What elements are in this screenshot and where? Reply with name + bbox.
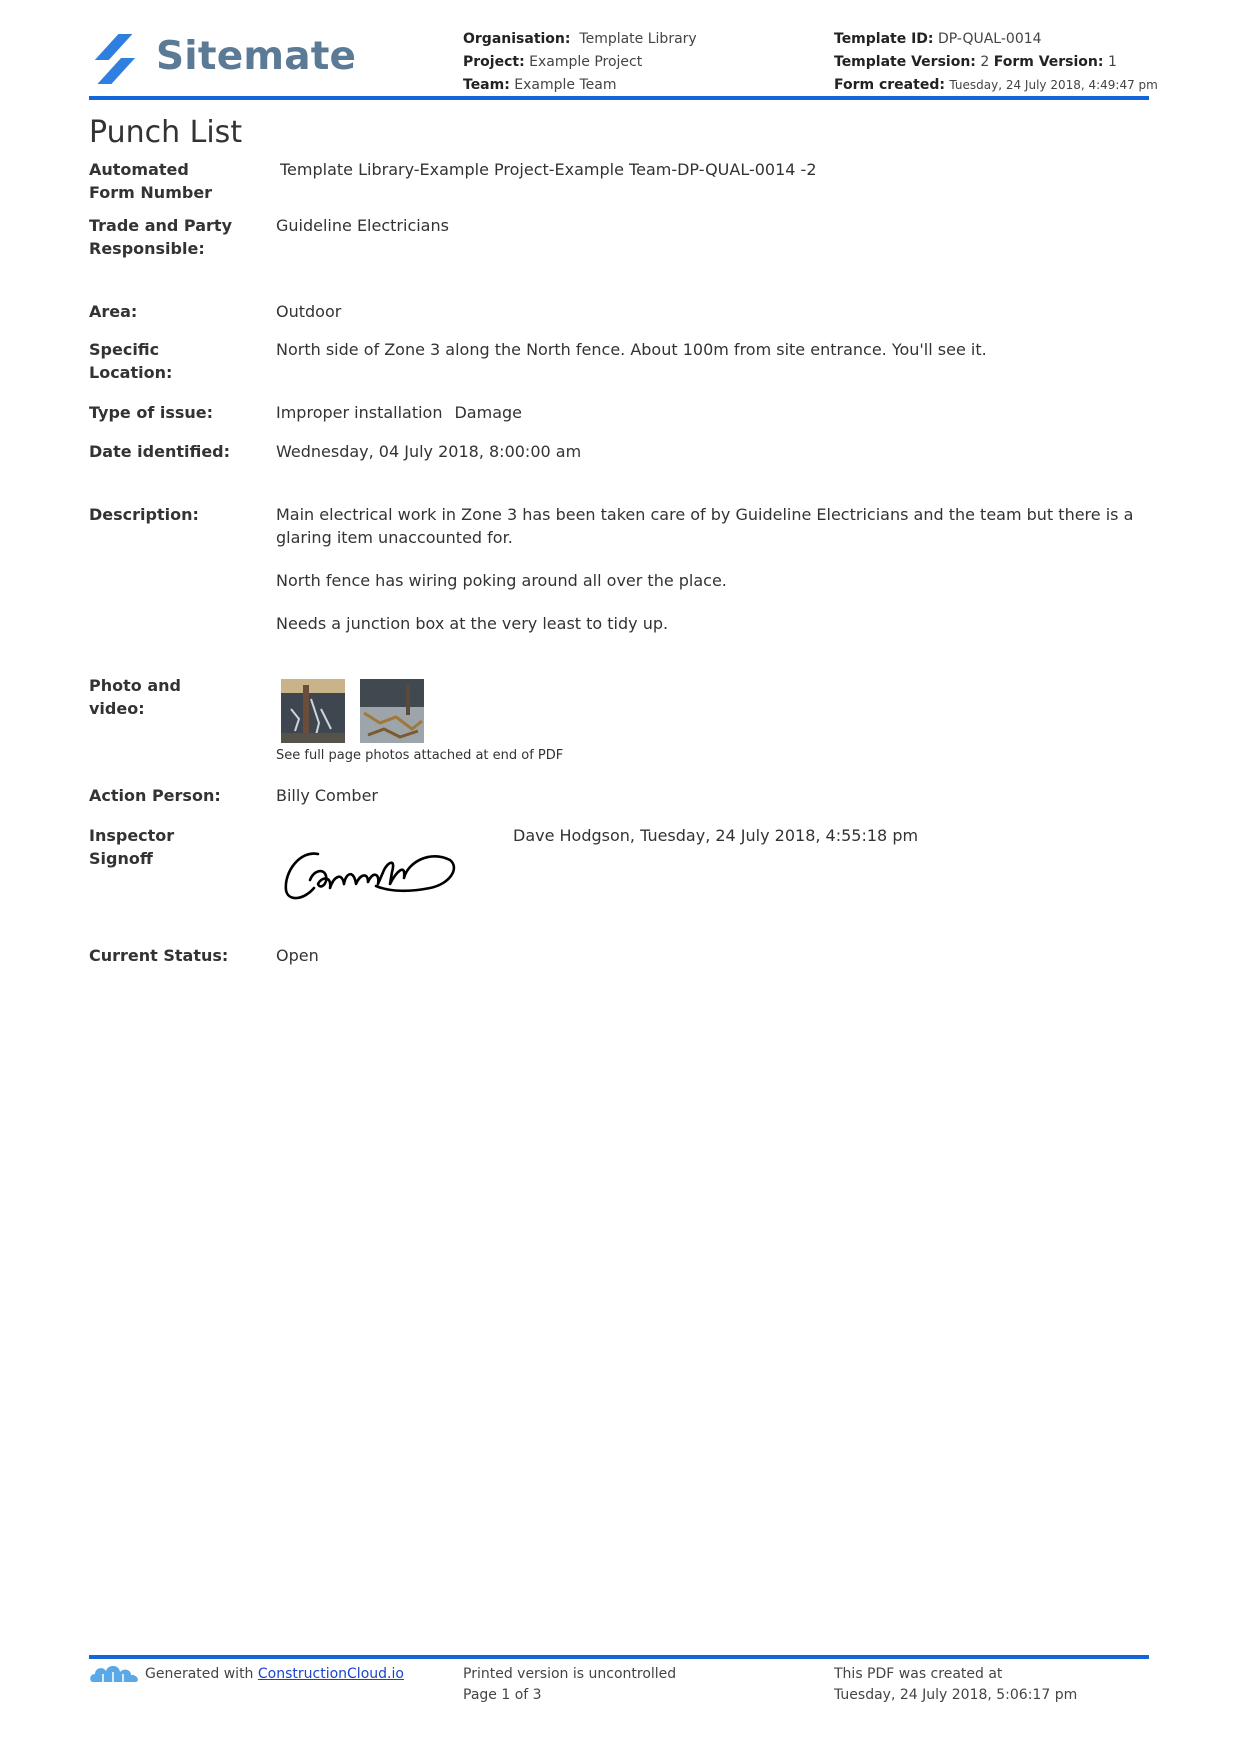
page-number: Page 1 of 3: [463, 1687, 542, 1703]
footer-divider: [89, 1655, 1149, 1659]
issue-type-tag: Improper installation: [276, 403, 443, 422]
team-label: Team:: [463, 77, 510, 93]
footer-generated-text: Generated with: [145, 1666, 254, 1682]
trade-value: Guideline Electricians: [276, 216, 449, 235]
photo-thumbnail[interactable]: [281, 679, 345, 743]
footer-generated: [145, 1664, 404, 1685]
area-label: Area:: [89, 302, 138, 321]
form-version-label: Form Version:: [993, 54, 1104, 70]
issue-type-tag: Damage: [454, 403, 522, 422]
pdf-created-label: This PDF was created at: [834, 1666, 1003, 1682]
form-version-value: 1: [1107, 54, 1117, 70]
description-paragraph: North fence has wiring poking around all over the place.: [276, 571, 727, 590]
organisation-label: Organisation:: [463, 31, 571, 47]
location-value: North side of Zone 3 along the North fence. About 100m from site entrance. You'll see it.: [276, 340, 987, 359]
current-status-label: Current Status:: [89, 946, 229, 965]
photo-thumbnail[interactable]: [360, 679, 424, 743]
action-person-label: Action Person:: [89, 786, 221, 805]
cloud-icon: [89, 1662, 141, 1684]
description-value: [276, 503, 1136, 655]
footer-pdf-created: [834, 1664, 1077, 1706]
pdf-created-value: Tuesday, 24 July 2018, 5:06:17 pm: [834, 1687, 1078, 1703]
signature-image: [280, 832, 460, 908]
form-created-label: Form created:: [834, 77, 945, 93]
brand-name: Sitemate: [156, 34, 357, 79]
description-paragraph: Main electrical work in Zone 3 has been taken care of by Guideline Electricians and the team but there is a glaring item unaccounted for.: [276, 505, 1134, 547]
area-value: Outdoor: [276, 302, 342, 321]
date-identified-label: Date identified:: [89, 442, 231, 461]
template-version-value: 2: [980, 54, 990, 70]
template-id-value: DP-QUAL-0014: [937, 31, 1042, 47]
form-created-value: Tuesday, 24 July 2018, 4:49:47 pm: [949, 78, 1158, 92]
description-paragraph: Needs a junction box at the very least to tidy up.: [276, 614, 669, 633]
header-divider: [89, 96, 1149, 100]
trade-label: Trade and Party Responsible:: [89, 216, 232, 258]
photos-caption: See full page photos attached at end of PDF: [276, 748, 564, 763]
form-number-value: Template Library-Example Project-Example Team-DP-QUAL-0014 -2: [280, 160, 817, 179]
header-org-block: [463, 28, 697, 97]
description-label: Description:: [89, 505, 199, 524]
project-label: Project:: [463, 54, 525, 70]
project-value: Example Project: [529, 54, 643, 70]
photos-label: Photo and video:: [89, 676, 181, 718]
page-title: Punch List: [89, 115, 243, 150]
template-id-label: Template ID:: [834, 31, 934, 47]
location-label: Specific Location:: [89, 340, 173, 382]
signoff-details: Dave Hodgson, Tuesday, 24 July 2018, 4:55:18 pm: [513, 826, 919, 845]
date-identified-value: Wednesday, 04 July 2018, 8:00:00 am: [276, 442, 582, 461]
footer-print-info: [463, 1664, 676, 1706]
form-number-label: Automated Form Number: [89, 160, 213, 202]
header-template-block: [834, 28, 1158, 97]
organisation-value: Template Library: [579, 31, 697, 47]
constructioncloud-link[interactable]: ConstructionCloud.io: [257, 1666, 404, 1682]
team-value: Example Team: [514, 77, 617, 93]
action-person-value: Billy Comber: [276, 786, 378, 805]
current-status-value: Open: [276, 946, 319, 965]
uncontrolled-notice: Printed version is uncontrolled: [463, 1666, 677, 1682]
inspector-signoff-label: Inspector Signoff: [89, 826, 175, 868]
sitemate-logo-icon: [93, 30, 141, 88]
template-version-label: Template Version:: [834, 54, 976, 70]
issue-type-label: Type of issue:: [89, 403, 214, 422]
issue-type-values: [276, 401, 1116, 424]
